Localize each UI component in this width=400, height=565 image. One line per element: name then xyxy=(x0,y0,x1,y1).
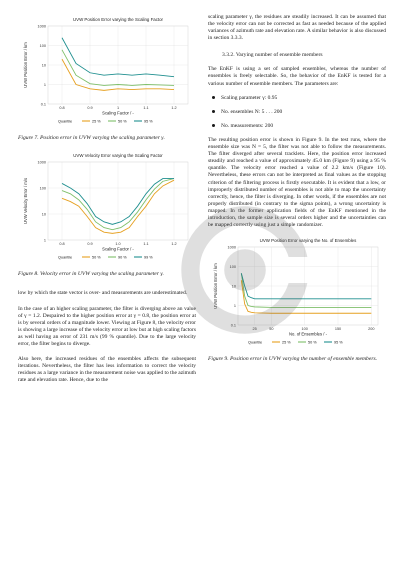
figure-7 xyxy=(18,14,196,142)
y-tick-label: 100 xyxy=(39,186,46,191)
figure-7-caption: Figure 7. Position error in UVW varying the scaling parameter γ. xyxy=(18,135,165,141)
y-tick-label: 100 xyxy=(39,43,46,48)
legend-label: 95 % xyxy=(144,119,153,124)
x-tick-label: 1.0 xyxy=(115,242,121,247)
legend-label: 50 % xyxy=(308,340,317,345)
left-paragraph-1: low by which the state vector is over- and measurements are underestimated. xyxy=(18,290,188,297)
figure-8-caption: Figure 8. Velocity error in UVW varying the scaling parameter γ. xyxy=(18,271,164,278)
chart-title: UVW Position Error varying the Scaling Factor xyxy=(72,17,164,22)
position-error-ensembles-chart xyxy=(208,235,386,353)
chart-title: UVW Velocity Error varying the Scaling Factor xyxy=(73,153,163,159)
x-axis-label: No. of Ensembles / - xyxy=(289,331,327,337)
y-tick-label: 0.1 xyxy=(230,323,236,328)
legend-label: 50 % xyxy=(118,119,127,124)
position-error-scaling-chart xyxy=(18,14,196,132)
x-tick-label: 0.9 xyxy=(87,106,93,110)
list-item: Scaling parameter γ: 0.95 xyxy=(212,95,386,102)
x-tick-label: 1 xyxy=(116,106,120,110)
y-axis-label: UVW Position Error / km xyxy=(213,263,218,309)
legend-label: 99 % xyxy=(144,255,153,260)
x-tick-label: 1.1 xyxy=(143,242,149,247)
figure-8 xyxy=(18,150,196,278)
figure-9-caption: Figure 9. Position error in UVW varying the number of ensemble members. xyxy=(208,356,378,363)
legend-label: 90 % xyxy=(118,255,127,260)
y-tick-label: 1 xyxy=(43,238,46,243)
right-paragraph-top: scaling parameter γ, the residues are steadily increased. It can be assumed that the velocity error can not be corrected as fast as needed because of the applied variances of azimuth rate and elevation rate. A similar behavior is also discussed in section 3.3.3. xyxy=(208,14,386,42)
y-tick-label: 100 xyxy=(229,265,236,270)
y-axis-label: UVW Position Error / km xyxy=(23,42,28,88)
bullet-icon xyxy=(212,124,215,127)
x-tick-label: 100 xyxy=(301,327,308,332)
y-tick-label: 0.1 xyxy=(40,102,46,107)
subsection-heading: 3.3.2. Varying number of ensemble members xyxy=(222,52,323,59)
bullet-icon xyxy=(212,96,215,99)
x-tick-label: 200 xyxy=(368,327,375,332)
right-paragraph-intro: The EnKF is using a set of sampled ensembles, whereas the number of ensembles is freely selectable. So, the behavior of the EnKF is tested for a various number of ensemble members. The parameters are: xyxy=(208,66,386,87)
x-tick-label: 50 xyxy=(269,327,274,332)
y-tick-label: 1000 xyxy=(37,160,46,165)
x-tick-label: 25 xyxy=(252,327,257,332)
parameter-list xyxy=(208,95,386,130)
y-tick-label: 1000 xyxy=(227,245,236,250)
legend-label: 25 % xyxy=(282,340,291,345)
y-tick-label: 10 xyxy=(231,284,236,289)
velocity-error-scaling-chart xyxy=(18,150,196,268)
y-tick-label: 1000 xyxy=(37,24,46,29)
x-tick-label: 0.8 xyxy=(59,106,65,110)
y-tick-label: 10 xyxy=(41,212,46,217)
x-tick-label: 150 xyxy=(334,327,342,332)
x-tick-label: 0.8 xyxy=(59,242,65,247)
y-tick-label: 1 xyxy=(233,304,236,309)
legend-label: 50 % xyxy=(92,255,101,260)
y-tick-label: 10 xyxy=(41,63,46,68)
left-column xyxy=(18,14,196,384)
legend-title: Quantile xyxy=(248,340,263,345)
right-column xyxy=(208,14,386,363)
list-item: No. measurements: 200 xyxy=(212,123,386,130)
x-axis-label: Scaling Factor / - xyxy=(102,110,134,116)
right-paragraph-body: The resulting position error is shown in Figure 9. In the test runs, where the ensemble size was N = 5, the filter was not able to follow the measurements. The filter diverged after several tracklets. Here, the position error increased steadily and reached a value of approximately 45.0 km (Figure 9) using a 95 % quantile. The velocity error reached a value of 2.2 km/s (Figure 10). Nevertheless, these errors can not be interpreted as final values as the stopping criterion of the filtering process is firstly executable. It is evident that a low, or improperly distributed number of ensembles is not able to map the uncertainty correctly, hence, the filter is diverging. In other words, if the ensembles are not properly distributed (in contrary to the sigma points), a wrong uncertainty is mapped. In the former application fields of the EnKF mentioned in the introduction, the sample size is several orders higher and the uncertainties can be mapped correctly using just a simple randomizer. xyxy=(208,136,386,229)
list-item: No. ensembles N: 5 . . . 200 xyxy=(212,109,386,116)
legend-title: Quantile xyxy=(58,255,73,260)
y-tick-label: 1 xyxy=(43,82,46,87)
x-tick-label: 0.9 xyxy=(87,242,93,247)
x-tick-label: 1.1 xyxy=(143,106,149,110)
x-tick-label: 1.2 xyxy=(171,106,177,110)
legend-label: 95 % xyxy=(334,340,343,345)
x-axis-label: Scaling Factor / - xyxy=(102,246,134,252)
left-paragraph-2: In the case of an higher scaling parameter, the filter is diverging above an value of γ = 1.2. Despaired to the higher position error at γ = 0.8, the position error at is by several orders of a magnitude lower. Viewing at Figure 8, the velocity error is showing a large increase of the velocity error at low but at high scaling factors as well having an error of 231 m/s (99 % quantile). Due to the large velocity error, the filter begins to diverge. xyxy=(18,305,196,347)
chart-title: UVW Position Error varying the No. of Ensembles xyxy=(259,238,357,244)
legend-label: 25 % xyxy=(92,119,101,124)
y-axis-label: UVW Velocity Error / m/s xyxy=(23,178,28,225)
figure-9 xyxy=(208,235,386,363)
bullet-icon xyxy=(212,110,215,113)
legend-title: Quantile xyxy=(58,119,73,124)
left-paragraph-3: Also here, the increased residues of the ensembles affects the subsequent iterations. Nevertheless, the filter has less information to correct the velocity residues as a large variance in the measurement noise was applied to the azimuth rate and elevation rate. Hence, due to the xyxy=(18,356,196,384)
x-tick-label: 1.2 xyxy=(171,242,177,247)
